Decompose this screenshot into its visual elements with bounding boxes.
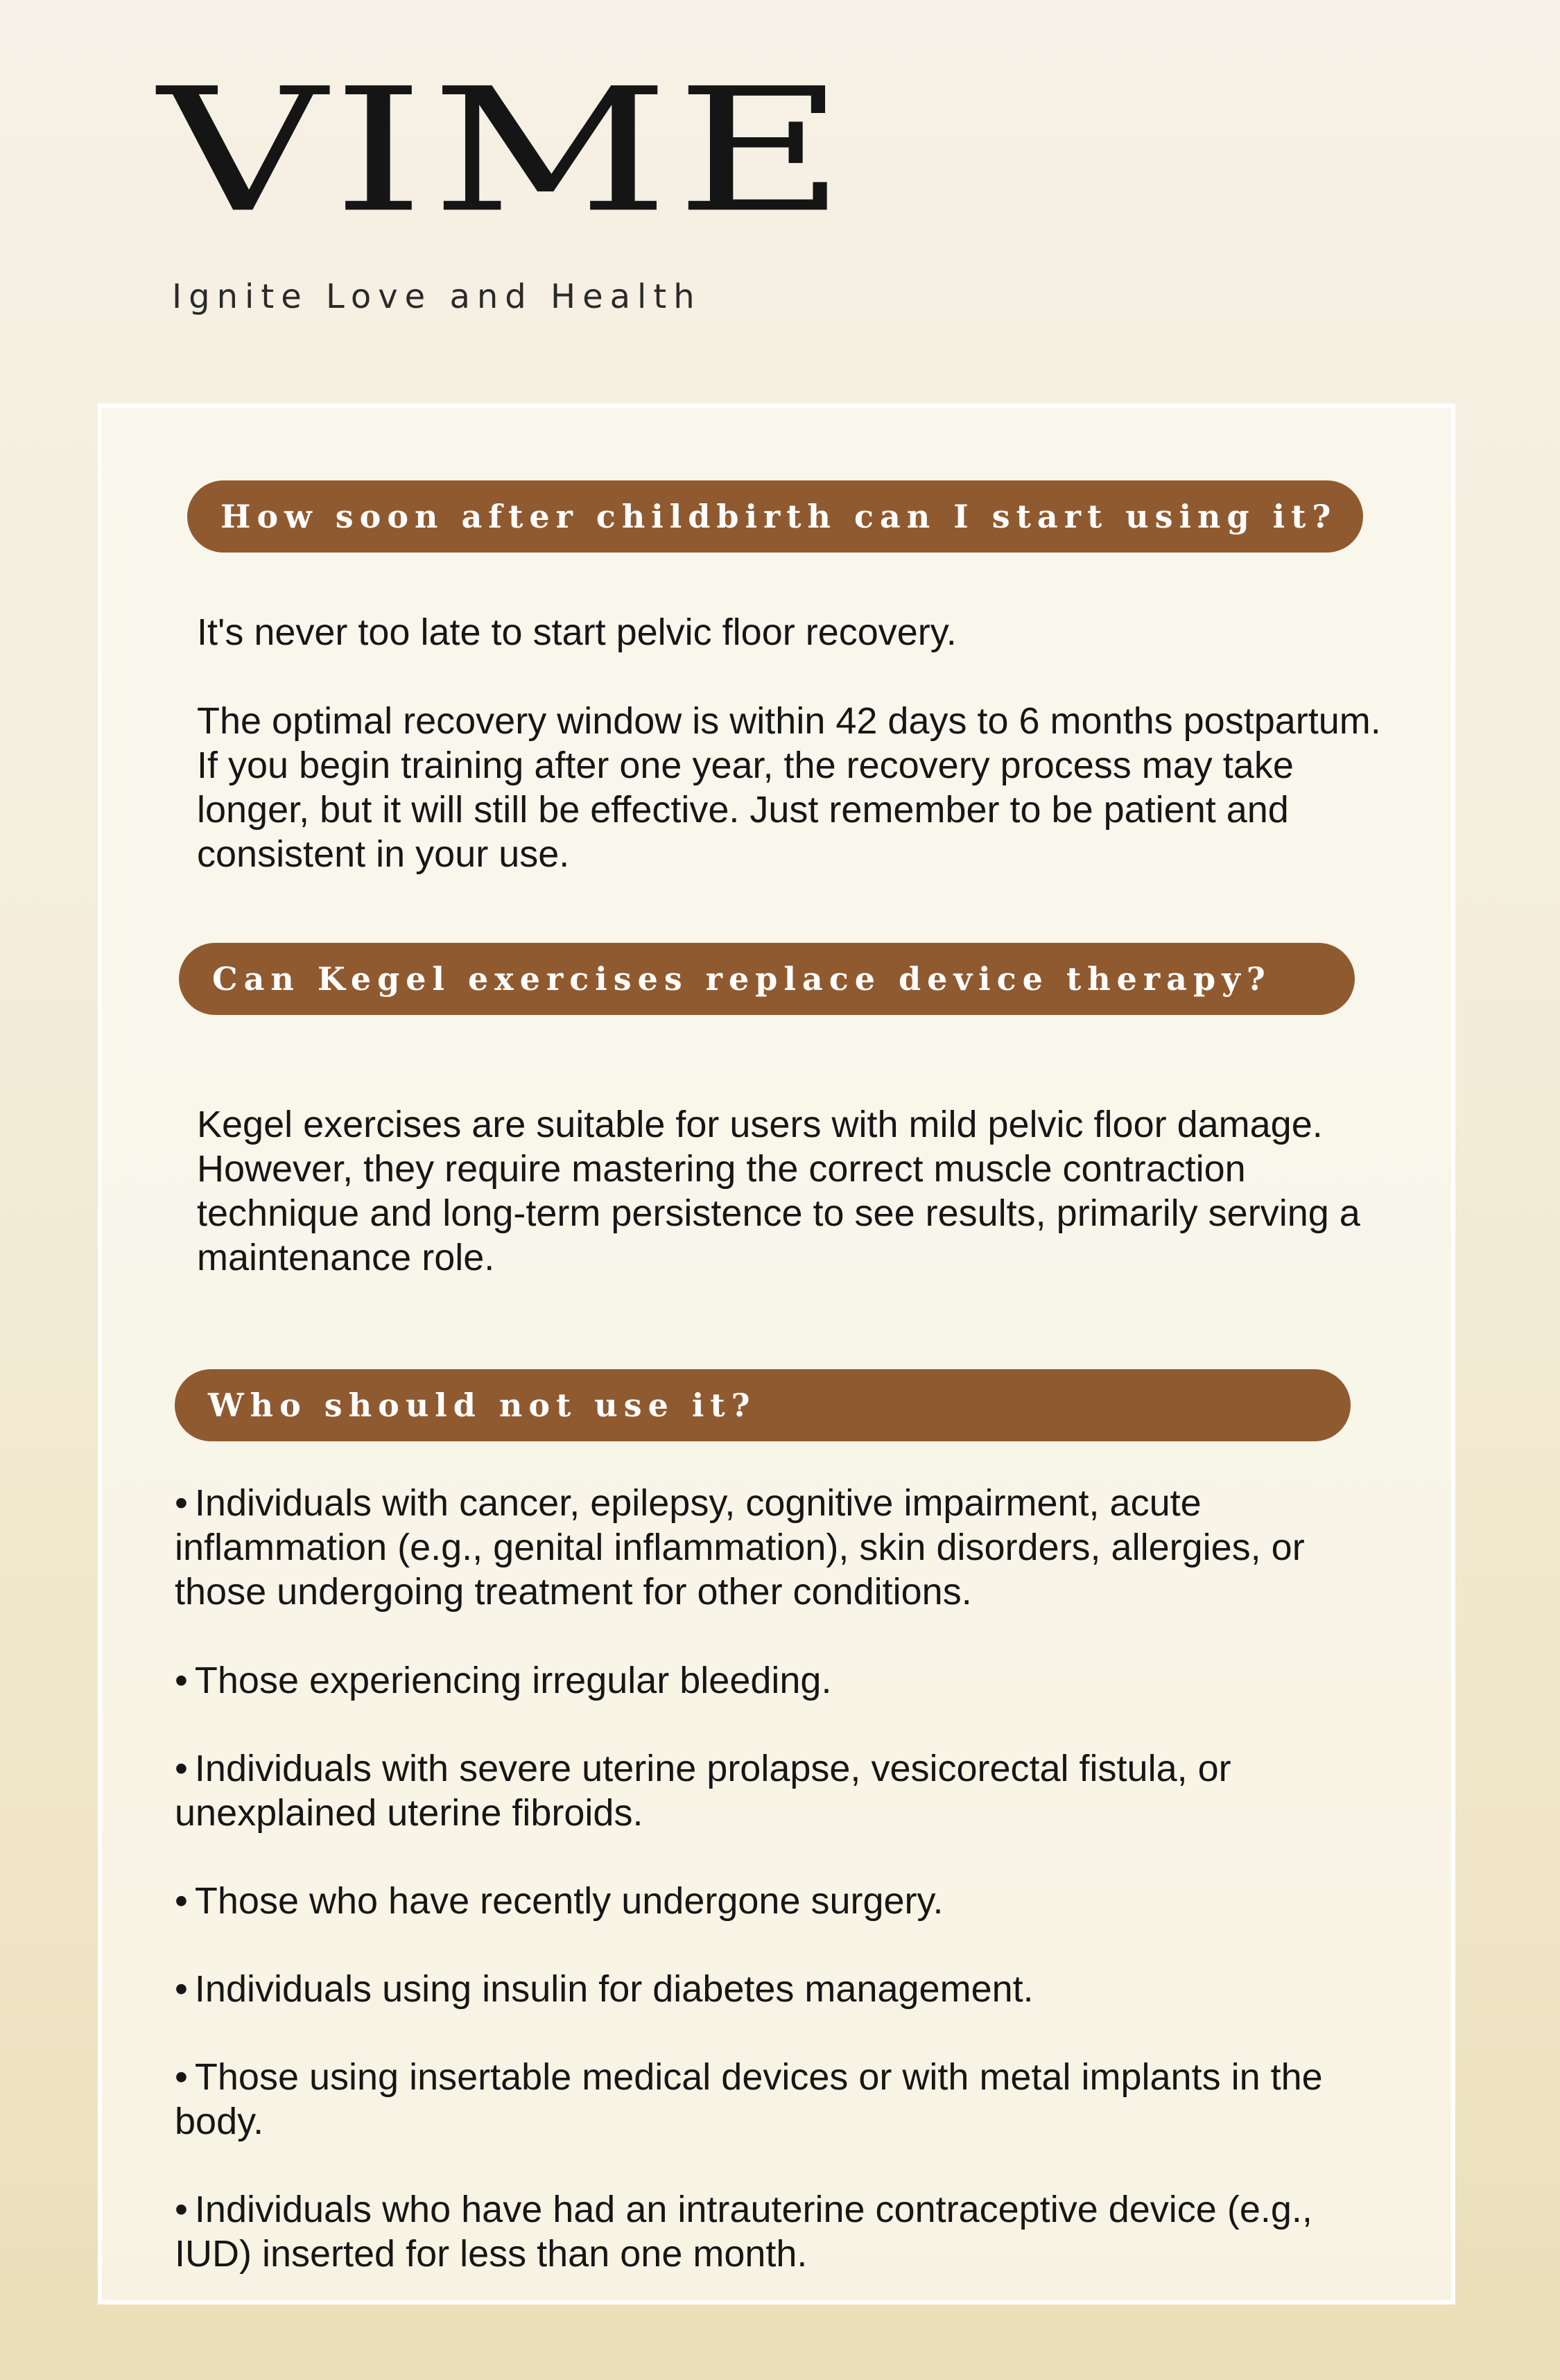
contraindication-text: Those using insertable medical devices or with metal implants in the body. [175, 2056, 1323, 2142]
contraindication-text: Those experiencing irregular bleeding. [194, 1660, 832, 1701]
contraindication-text: Individuals using insulin for diabetes management. [194, 1968, 1034, 2010]
contraindication-text: Individuals with severe uterine prolapse, vesicorectal fistula, or unexplained uterine fibroids. [175, 1748, 1231, 1834]
bullet-marker: • [175, 1482, 188, 1524]
contraindication-text: Those who have recently undergone surgery. [194, 1880, 944, 1922]
contraindication-item-2 [175, 1658, 1395, 1703]
contraindication-item-1 [175, 1481, 1395, 1614]
bullet-marker: • [175, 2189, 188, 2230]
faq-question-3: Who should not use it? [175, 1369, 1351, 1441]
contraindication-item-6 [175, 2055, 1395, 2144]
contraindication-item-7 [175, 2187, 1395, 2276]
faq-answer-1-paragraph-1: It's never too late to start pelvic floor recovery. [197, 611, 957, 653]
bullet-marker: • [175, 1748, 188, 1789]
logo-wordmark: VIME [158, 51, 852, 250]
contraindication-text: Individuals who have had an intrauterine contraceptive device (e.g., IUD) inserted for less than one month. [175, 2189, 1312, 2275]
faq-question-1: How soon after childbirth can I start using it? [187, 480, 1363, 553]
faq-answer-1-paragraph-2: The optimal recovery window is within 42 days to 6 months postpartum. If you begin training after one year, the recovery process may take longer, but it will still be effective. Just remember to be patient and consistent in your use. [197, 700, 1381, 875]
brand-tagline: Ignite Love and Health [172, 277, 702, 316]
bullet-marker: • [175, 1968, 188, 2010]
brand-logo [158, 51, 852, 274]
faq-card [98, 403, 1455, 2304]
faq-question-2: Can Kegel exercises replace device therapy? [179, 943, 1355, 1015]
bullet-marker: • [175, 2056, 188, 2098]
faq-answer-2-paragraph-1: Kegel exercises are suitable for users with mild pelvic floor damage. However, they require mastering the correct muscle contraction technique and long-term persistence to see results, primarily serving a maintenance role. [197, 1104, 1360, 1278]
bullet-marker: • [175, 1880, 188, 1922]
bullet-marker: • [175, 1660, 188, 1701]
contraindication-text: Individuals with cancer, epilepsy, cognitive impairment, acute inflammation (e.g., genital inflammation), skin disorders, allergies, or those undergoing treatment for other conditions. [175, 1482, 1305, 1613]
contraindication-item-5 [175, 1967, 1395, 2011]
contraindication-item-4 [175, 1879, 1395, 1923]
contraindication-item-3 [175, 1746, 1395, 1835]
